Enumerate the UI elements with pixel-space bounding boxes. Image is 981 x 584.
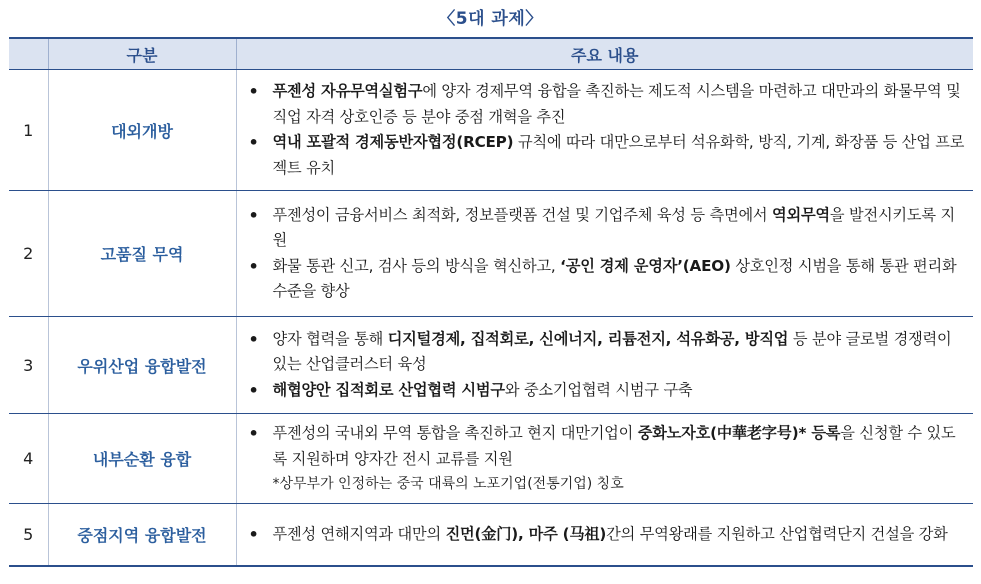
text: 양자 협력을 통해 [272, 329, 388, 348]
text: 규칙에 따라 대만으로부터 석유화학, 방직, 기계, 화장품 등 산업 프로젝트 유치 [272, 133, 965, 177]
row-content [236, 317, 973, 414]
row-content [236, 70, 973, 191]
row-category: 중점지역 융합발전 [48, 504, 236, 566]
header-content: 주요 내용 [236, 38, 973, 70]
footnote: *상무부가 인정하는 중국 대륙의 노포기업(전통기업) 칭호 [272, 476, 624, 492]
bold-text: 역외무역 [772, 205, 830, 224]
bullet-item [247, 203, 968, 254]
text: 상호인정 시범을 통해 통관 편리화 수준을 향상 [272, 256, 957, 300]
row-number: 5 [9, 504, 48, 566]
bullet-list [247, 327, 968, 404]
row-category: 내부순환 융합 [48, 414, 236, 504]
text: 에 양자 경제무역 융합을 촉진하는 제도적 시스템을 마련하고 대만과의 화물무역 및 직업 자격 상호인증 등 분야 중점 개혁을 추진 [272, 82, 961, 126]
table-row [9, 414, 973, 504]
bullet-list [247, 79, 968, 181]
row-content [236, 191, 973, 317]
row-number: 2 [9, 191, 48, 317]
table-row [9, 191, 973, 317]
bold-text: 진먼(金门), 마주 (马祖) [445, 524, 607, 543]
bullet-item [247, 421, 968, 472]
bullet-item [247, 327, 968, 378]
text: 와 중소기업협력 시범구 구축 [504, 380, 693, 399]
header-number [9, 38, 48, 70]
page-title: 〈5대 과제〉 [438, 9, 543, 29]
tasks-table [9, 37, 973, 567]
bullet-item [247, 130, 968, 181]
row-content [236, 504, 973, 566]
text: 푸젠성 연해지역과 대만의 [272, 524, 446, 543]
bold-text: 역내 포괄적 경제동반자협정(RCEP) [272, 133, 514, 151]
bold-text: ‘공인 경제 운영자’(AEO) [560, 256, 731, 275]
bold-text: 해협양안 집적회로 산업협력 시범구 [272, 380, 505, 399]
bold-text: 푸젠성 자유무역실험구 [272, 82, 423, 100]
bold-text: 중화노자호(中華老字号)* 등록 [637, 424, 841, 442]
bullet-list [247, 522, 968, 548]
bullet-item [247, 254, 968, 305]
bullet-item [247, 79, 968, 130]
text: 푸젠성의 국내외 무역 통합을 촉진하고 현지 대만기업이 [272, 424, 638, 442]
row-number: 1 [9, 70, 48, 191]
row-category: 고품질 무역 [48, 191, 236, 317]
bullet-item [247, 378, 968, 404]
table-row [9, 317, 973, 414]
text: 화물 통관 신고, 검사 등의 방식을 혁신하고, [272, 256, 561, 275]
text: 간의 무역왕래를 지원하고 산업협력단지 건설을 강화 [606, 524, 948, 543]
bullet-list [247, 203, 968, 305]
table-row [9, 70, 973, 191]
row-number: 3 [9, 317, 48, 414]
row-content [236, 414, 973, 504]
text: 등 분야 글로벌 경쟁력이 있는 산업클러스터 육성 [272, 329, 952, 374]
table-header-row [9, 38, 973, 70]
text: 을 발전시키도록 지원 [272, 205, 955, 249]
table-row [9, 504, 973, 566]
bold-text: 디지털경제, 집적회로, 신에너지, 리튬전지, 석유화공, 방직업 [387, 329, 789, 348]
text: 푸젠성이 금융서비스 최적화, 정보플랫폼 건설 및 기업주체 육성 등 측면에서 [272, 205, 773, 224]
bullet-list [247, 421, 968, 472]
text: 을 신청할 수 있도록 지원하며 양자간 전시 교류를 지원 [272, 424, 956, 468]
row-category: 대외개방 [48, 70, 236, 191]
row-category: 우위산업 융합발전 [48, 317, 236, 414]
header-category: 구분 [48, 38, 236, 70]
bullet-item [247, 522, 968, 548]
row-number: 4 [9, 414, 48, 504]
